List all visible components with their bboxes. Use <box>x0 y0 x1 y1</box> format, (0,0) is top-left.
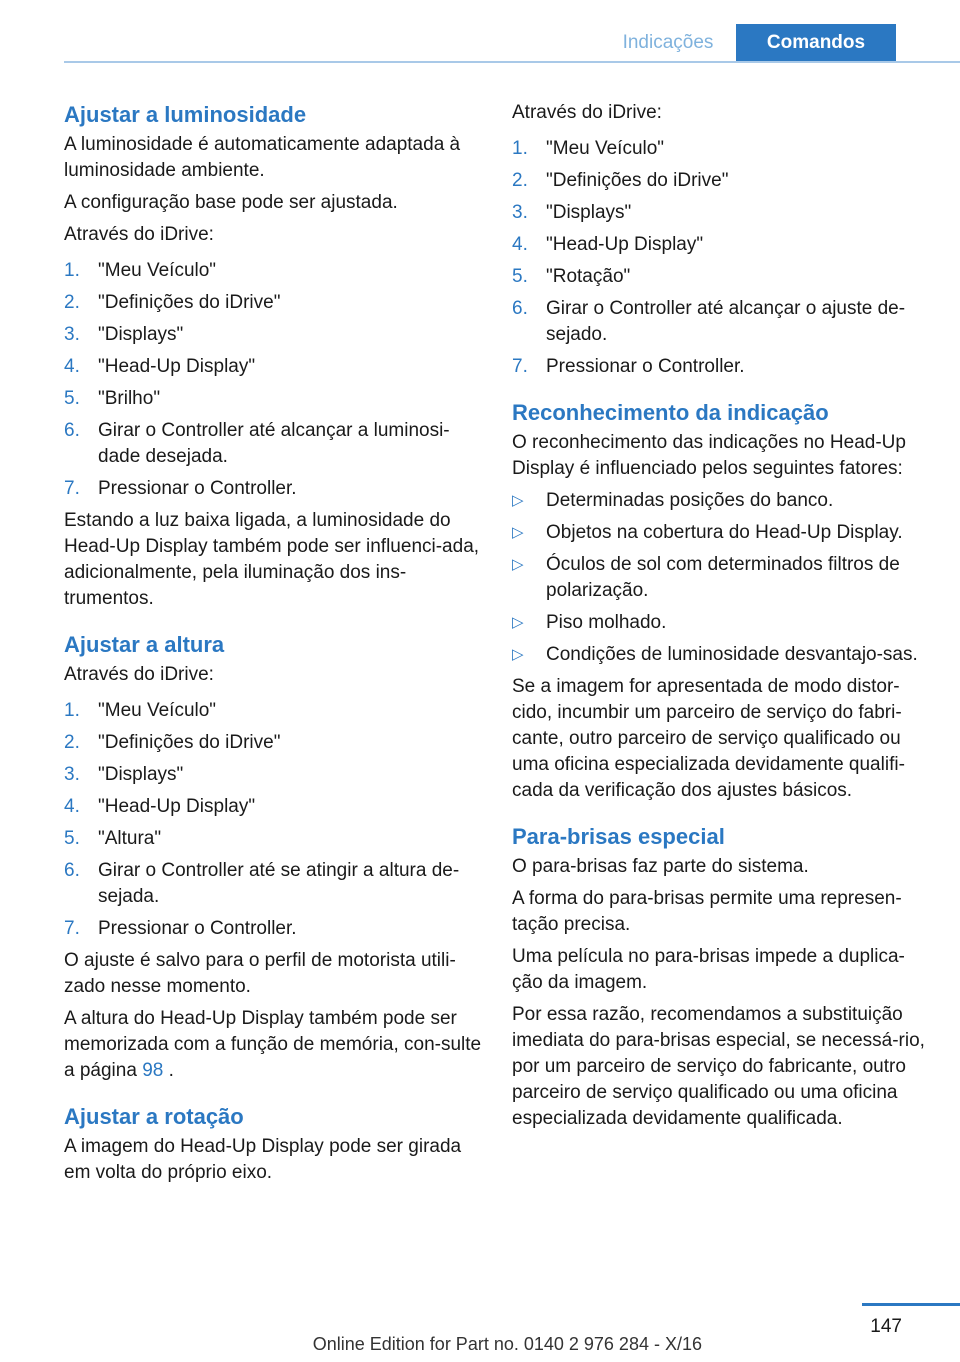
list-item-text: Determinadas posições do banco. <box>546 490 834 511</box>
step-item <box>512 136 932 162</box>
step-number: 6. <box>64 420 80 441</box>
paragraph: O para-brisas faz parte do sistema. <box>512 856 809 877</box>
paragraph: Estando a luz baixa ligada, a luminosidade do Head-Up Display também pode ser influenci‐ada, adicionalmente, pela iluminação dos ins‐trumentos. <box>64 510 480 609</box>
step-text: "Rotação" <box>546 266 631 287</box>
step-number: 3. <box>64 324 80 345</box>
step-text: "Meu Veículo" <box>98 260 217 281</box>
step-text: "Displays" <box>98 324 184 345</box>
step-number: 1. <box>64 260 80 281</box>
paragraph-memory-reference <box>64 1006 484 1084</box>
step-number: 4. <box>64 356 80 377</box>
factors-list <box>512 488 932 668</box>
paragraph: A luminosidade é automaticamente adaptada à luminosidade ambiente. <box>64 134 461 181</box>
heading-ajustar-luminosidade: Ajustar a luminosidade <box>64 102 307 127</box>
paragraph: O ajuste é salvo para o perfil de motorista utili‐zado nesse momento. <box>64 950 456 997</box>
steps-altura <box>64 698 484 942</box>
step-text: "Definições do iDrive" <box>98 732 281 753</box>
paragraph: Através do iDrive: <box>512 102 662 123</box>
paragraph: Uma película no para-brisas impede a duplica‐ção da imagem. <box>512 946 905 993</box>
paragraph: Através do iDrive: <box>64 664 214 685</box>
step-item <box>64 354 484 380</box>
step-item <box>512 296 932 348</box>
triangle-bullet-icon: ▷ <box>512 492 524 509</box>
step-number: 3. <box>512 202 528 223</box>
step-item <box>512 232 932 258</box>
page-number: 147 <box>870 1316 902 1337</box>
heading-reconhecimento-indicacao: Reconhecimento da indicação <box>512 400 829 425</box>
triangle-bullet-icon: ▷ <box>512 646 524 663</box>
step-number: 7. <box>64 918 80 939</box>
step-item <box>64 386 484 412</box>
step-text: Girar o Controller até se atingir a altura de‐sejada. <box>98 860 460 907</box>
triangle-bullet-icon: ▷ <box>512 556 524 573</box>
step-text: "Displays" <box>98 764 184 785</box>
step-text: "Brilho" <box>98 388 161 409</box>
step-item <box>64 762 484 788</box>
step-text: "Head-Up Display" <box>98 796 256 817</box>
step-number: 2. <box>64 732 80 753</box>
step-item <box>64 290 484 316</box>
header-rule <box>64 61 960 63</box>
step-item <box>64 698 484 724</box>
paragraph-text: A altura do Head-Up Display também pode ser memorizada com a função de memória, con‐sulte a página <box>64 1008 482 1081</box>
paragraph: Através do iDrive: <box>64 224 214 245</box>
list-item <box>512 610 932 636</box>
step-number: 5. <box>64 388 80 409</box>
left-column <box>64 100 484 1192</box>
step-text: "Definições do iDrive" <box>98 292 281 313</box>
steps-luminosidade <box>64 258 484 502</box>
step-number: 4. <box>512 234 528 255</box>
list-item-text: Condições de luminosidade desvantajo‐sas. <box>546 644 918 665</box>
step-number: 2. <box>512 170 528 191</box>
paragraph: A configuração base pode ser ajustada. <box>64 192 398 213</box>
step-item <box>64 826 484 852</box>
step-text: "Head-Up Display" <box>98 356 256 377</box>
steps-rotacao <box>512 136 932 380</box>
step-text: Pressionar o Controller. <box>98 478 297 499</box>
step-number: 7. <box>512 356 528 377</box>
list-item <box>512 520 932 546</box>
paragraph: A imagem do Head-Up Display pode ser girada em volta do próprio eixo. <box>64 1136 462 1183</box>
list-item <box>512 552 932 604</box>
step-number: 6. <box>64 860 80 881</box>
step-text: "Displays" <box>546 202 632 223</box>
step-text: Pressionar o Controller. <box>98 918 297 939</box>
step-text: "Meu Veículo" <box>546 138 665 159</box>
section-tab-comandos[interactable]: Comandos <box>736 24 896 62</box>
step-item <box>64 258 484 284</box>
step-item <box>512 168 932 194</box>
step-item <box>64 794 484 820</box>
step-text: "Altura" <box>98 828 162 849</box>
right-column <box>512 100 932 1138</box>
paragraph-text-end: . <box>163 1060 174 1081</box>
step-item <box>64 418 484 470</box>
step-text: "Head-Up Display" <box>546 234 704 255</box>
footer-rule <box>862 1303 960 1306</box>
step-item <box>64 916 484 942</box>
step-text: "Meu Veículo" <box>98 700 217 721</box>
step-number: 5. <box>512 266 528 287</box>
step-text: "Definições do iDrive" <box>546 170 729 191</box>
heading-ajustar-altura: Ajustar a altura <box>64 632 225 657</box>
page-header <box>0 0 960 62</box>
step-item <box>64 730 484 756</box>
step-number: 5. <box>64 828 80 849</box>
list-item-text: Óculos de sol com determinados filtros de polarização. <box>546 554 900 601</box>
step-number: 2. <box>64 292 80 313</box>
step-item <box>512 200 932 226</box>
step-text: Girar o Controller até alcançar a luminosi‐dade desejada. <box>98 420 450 467</box>
step-number: 1. <box>64 700 80 721</box>
paragraph: Por essa razão, recomendamos a substituição imediata do para-brisas especial, se necessá‐rio, por um parceiro de serviço do fabricante, outro parceiro de serviço qualificado ou uma oficina especializada devidamente qualificada. <box>512 1004 925 1129</box>
step-text: Girar o Controller até alcançar o ajuste de‐sejado. <box>546 298 906 345</box>
step-item <box>512 354 932 380</box>
step-number: 1. <box>512 138 528 159</box>
heading-ajustar-rotacao: Ajustar a rotação <box>64 1104 244 1129</box>
step-number: 3. <box>64 764 80 785</box>
step-item <box>64 858 484 910</box>
list-item-text: Piso molhado. <box>546 612 667 633</box>
step-item <box>64 476 484 502</box>
step-item <box>512 264 932 290</box>
list-item-text: Objetos na cobertura do Head-Up Display. <box>546 522 903 543</box>
paragraph: A forma do para-brisas permite uma represen‐tação precisa. <box>512 888 902 935</box>
list-item <box>512 488 932 514</box>
step-text: Pressionar o Controller. <box>546 356 745 377</box>
step-number: 4. <box>64 796 80 817</box>
triangle-bullet-icon: ▷ <box>512 614 524 631</box>
triangle-bullet-icon: ▷ <box>512 524 524 541</box>
page-reference-link[interactable]: 98 <box>142 1060 164 1081</box>
edition-note: Online Edition for Part no. 0140 2 976 284 - X/16 <box>312 1334 702 1354</box>
step-number: 6. <box>512 298 528 319</box>
paragraph: Se a imagem for apresentada de modo distor‐cido, incumbir um parceiro de serviço do fabri‐cante, outro parceiro de serviço qualificado ou uma oficina especializada devidamente qualifi‐cada da verificação dos ajustes básicos. <box>512 676 905 801</box>
section-tab-indicacoes[interactable]: Indicações <box>622 32 714 53</box>
list-item <box>512 642 932 668</box>
heading-para-brisas-especial: Para-brisas especial <box>512 824 725 849</box>
paragraph: O reconhecimento das indicações no Head-Up Display é influenciado pelos seguintes fatores: <box>512 432 906 479</box>
step-number: 7. <box>64 478 80 499</box>
step-item <box>64 322 484 348</box>
